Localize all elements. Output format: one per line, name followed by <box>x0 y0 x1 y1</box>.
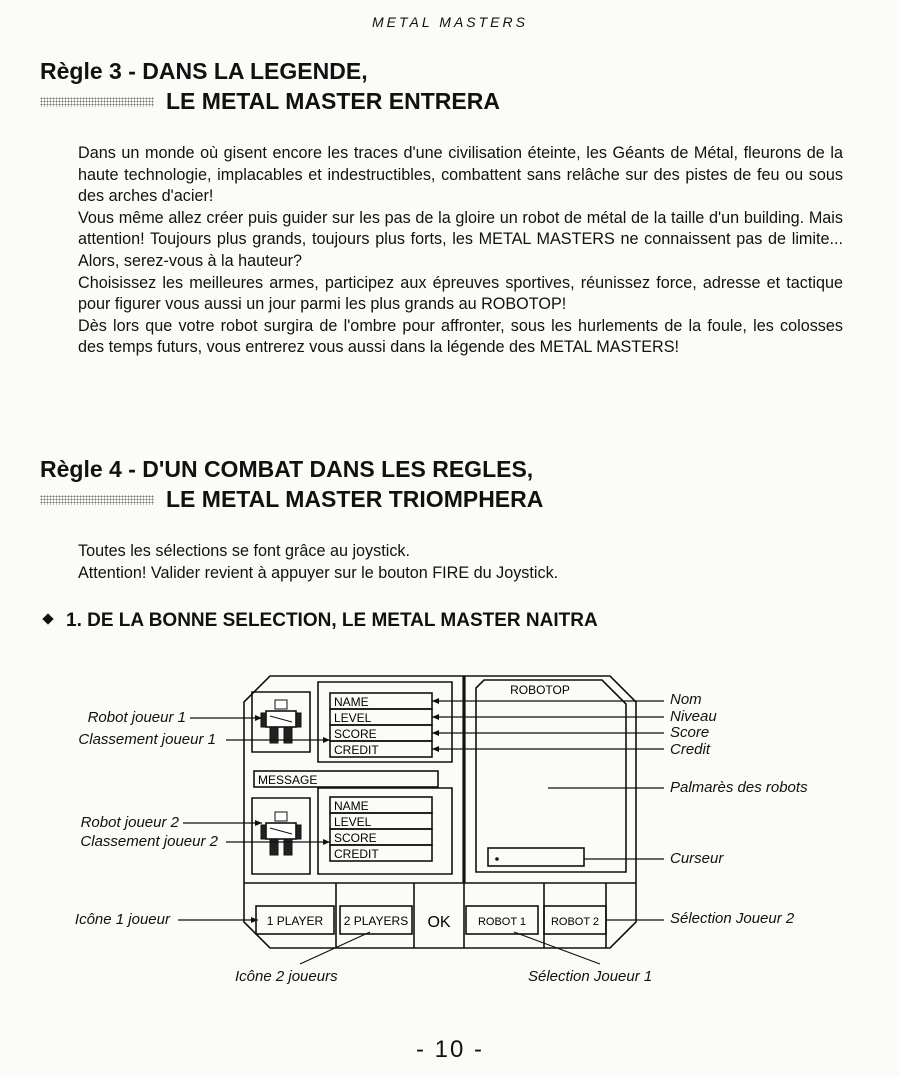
field-level-2: LEVEL <box>334 815 372 829</box>
paragraph: Dès lors que votre robot surgira de l'ombre pour affronter, sous les hurlements de la foule, les colosses des temps futurs, vous entrerez vous aussi dans la légende des METAL MASTERS! <box>78 316 843 357</box>
field-name-2: NAME <box>334 799 369 813</box>
field-level-1: LEVEL <box>334 711 372 725</box>
section-1-title <box>40 610 598 632</box>
label-classement-joueur-2: Classement joueur 2 <box>80 833 218 850</box>
robot-1-icon <box>261 700 301 743</box>
field-score-2: SCORE <box>334 831 377 845</box>
label-niveau: Niveau <box>670 708 717 725</box>
field-credit-2: CREDIT <box>334 847 379 861</box>
label-score: Score <box>670 724 710 741</box>
two-players-button: 2 PLAYERS <box>343 914 409 928</box>
paragraph: Attention! Valider revient à appuyer sur le bouton FIRE du Joystick. <box>78 563 559 582</box>
label-classement-joueur-1: Classement joueur 1 <box>78 731 216 748</box>
label-nom: Nom <box>670 691 702 708</box>
dotted-rule <box>40 495 154 505</box>
paragraph: Dans un monde où gisent encore les traces d'une civilisation éteinte, les Géants de Métal, fleurons de la haute technologie, implacables et indestructibles, combattent sans relâche sur des pistes de feu ou sous des arches d'acier! <box>78 144 843 206</box>
robotop-title: ROBOTOP <box>510 683 570 697</box>
field-credit-1: CREDIT <box>334 743 379 757</box>
section-1-label: 1. DE LA BONNE SELECTION, LE METAL MASTER NAITRA <box>66 610 598 631</box>
rule-4-title: Règle 4 - D'UN COMBAT DANS LES REGLES, <box>40 456 534 482</box>
cursor-dot-icon <box>495 857 499 861</box>
label-selection-joueur-1: Sélection Joueur 1 <box>528 968 653 985</box>
diamond-bullet-icon <box>42 613 53 624</box>
label-credit: Credit <box>670 741 711 758</box>
robot-2-icon <box>261 812 301 855</box>
label-curseur: Curseur <box>670 850 724 867</box>
label-palmares: Palmarès des robots <box>670 779 808 796</box>
label-icone-2-joueurs: Icône 2 joueurs <box>235 968 338 985</box>
dotted-rule <box>40 97 154 107</box>
rule-3-body <box>78 143 843 359</box>
label-robot-joueur-2: Robot joueur 2 <box>80 814 179 831</box>
message-field: MESSAGE <box>258 773 318 787</box>
page-number: - 10 - <box>415 1036 484 1063</box>
label-robot-joueur-1: Robot joueur 1 <box>87 709 186 726</box>
robot-2-button: ROBOT 2 <box>550 916 600 928</box>
running-header: METAL MASTERS <box>372 14 528 30</box>
rule-3-subtitle: LE METAL MASTER ENTRERA <box>166 88 500 114</box>
field-name-1: NAME <box>334 695 369 709</box>
field-score-1: SCORE <box>334 727 377 741</box>
label-icone-1-joueur: Icône 1 joueur <box>74 911 170 928</box>
paragraph: Vous même allez créer puis guider sur les pas de la gloire un robot de métal de la taille d'un building. Mais attention! Toujours plus grands, toujours plus forts, les METAL MASTERS ne connaissent pas de limite... Alors, serez-vous à la hauteur? <box>78 208 843 270</box>
paragraph: Choisissez les meilleures armes, participez aux épreuves sportives, réunissez force, adresse et tactique pour figurer vous aussi un jour parmi les plus grands au ROBOTOP! <box>78 273 843 314</box>
paragraph: Toutes les sélections se font grâce au joystick. <box>78 542 411 560</box>
ok-button: OK <box>427 914 451 931</box>
label-selection-joueur-2: Sélection Joueur 2 <box>670 910 795 927</box>
one-player-button: 1 PLAYER <box>266 914 324 928</box>
robot-1-button: ROBOT 1 <box>477 916 527 928</box>
rule-3-title: Règle 3 - DANS LA LEGENDE, <box>40 58 368 84</box>
rule-4-subtitle: LE METAL MASTER TRIOMPHERA <box>166 486 544 512</box>
rule-4-body <box>78 541 843 584</box>
